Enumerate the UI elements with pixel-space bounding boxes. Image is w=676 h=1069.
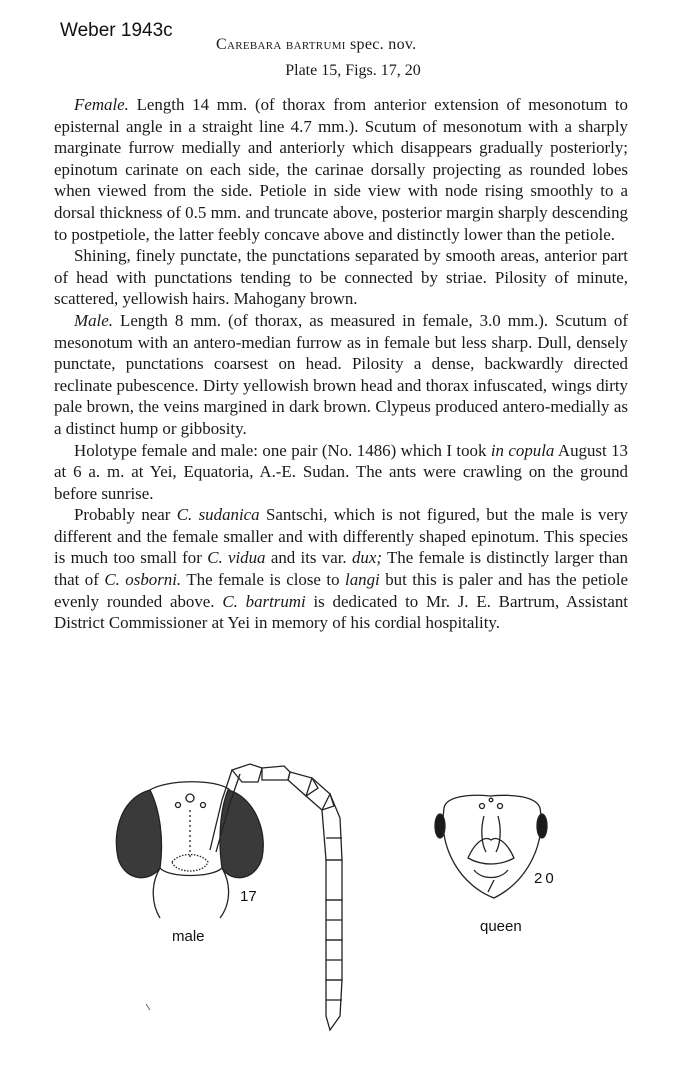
sculpture-text: Shining, finely punctate, the punctations separated by smooth areas, anterior part of head with punctations tending to be connected by striae. Pilosity of minute, scattered, yellowish hairs. Mahogany brown. bbox=[54, 246, 628, 309]
stray-mark bbox=[146, 1004, 150, 1010]
plate-reference: Plate 15, Figs. 17, 20 bbox=[285, 62, 421, 79]
female-text: Length 14 mm. (of thorax from anterior extension of mesonotum to episternal angle in a straight line 4.7 mm.). Scutum of mesonotum with a sharply marginate furrow medially and anteriorly which disappears gradually posteriorly; epinotum carinate on each side, the carinae dorsally projecting as rounded lobes when viewed from the side. Petiole in side view with node rising smoothly to a dorsal thickness of 0.5 mm. and truncate above, posterior margin sharply descending to postpetiole, the latter feebly concave above and distinctly lower than the petiole. bbox=[54, 95, 628, 244]
figure-20-caption: queen bbox=[480, 918, 522, 935]
aff-text-1: C. sudanica bbox=[176, 505, 260, 525]
aff-text-11: C. bartrumi bbox=[222, 591, 306, 611]
aff-text-2: Santschi, which is not figured, but the male is very different and the female smaller and with differently shaped epinotum. This species is much too small for bbox=[54, 505, 629, 568]
species-status: spec. nov. bbox=[345, 36, 417, 53]
aff-text-4: and its var. bbox=[265, 548, 352, 568]
queen-head-drawing bbox=[435, 795, 547, 898]
aff-text-9: langi bbox=[345, 570, 380, 590]
aff-text-10: but this is paler and has the petiole evenly rounded above. bbox=[54, 570, 629, 611]
male-head-drawing bbox=[116, 764, 342, 1030]
aff-text-8: The female is close to bbox=[181, 570, 345, 590]
aff-text-3: C. vidua bbox=[207, 548, 266, 568]
holotype-text-a: Holotype female and male: one pair (No. 1486) which I took bbox=[74, 440, 491, 460]
aff-text-0: Probably near bbox=[74, 505, 177, 525]
male-lead: Male. bbox=[74, 310, 113, 330]
reference-tag: Weber 1943c bbox=[60, 20, 173, 41]
male-text: Length 8 mm. (of thorax, as measured in female, 3.0 mm.). Scutum of mesonotum with an antero-median furrow as in female but less sharp. Dull, densely punctate, punctations coarsest on head. Pilosity a dense, backwardly directed reclinate pubescence. Dirty yellowish brown head and thorax infuscated, wings dirty pale brown, the veins margined in dark brown. Clypeus produced antero-medially as a distinct hump or gibbosity. bbox=[54, 310, 628, 438]
aff-text-7: C. osborni. bbox=[104, 570, 182, 590]
aff-text-5: dux; bbox=[351, 548, 382, 568]
aff-text-12: is dedicated to Mr. J. E. Bartrum, Assistant District Commissioner at Yei in memory of his cordial hospitality. bbox=[54, 591, 628, 633]
holotype-text-c: August 13 at 6 a. m. at Yei, Equatoria, A.-E. Sudan. The ants were crawling on the ground before sunrise. bbox=[54, 440, 628, 503]
holotype-text-b: in copula bbox=[490, 440, 555, 460]
female-lead: Female. bbox=[74, 95, 129, 114]
figure-17-caption: male bbox=[172, 928, 205, 945]
aff-text-6: The female is distinctly larger than that of bbox=[54, 548, 628, 590]
figure-17-number: 17 bbox=[240, 888, 257, 905]
figure-20-number: 20 bbox=[534, 870, 557, 887]
species-name: Carebara bartrumi bbox=[216, 36, 346, 53]
